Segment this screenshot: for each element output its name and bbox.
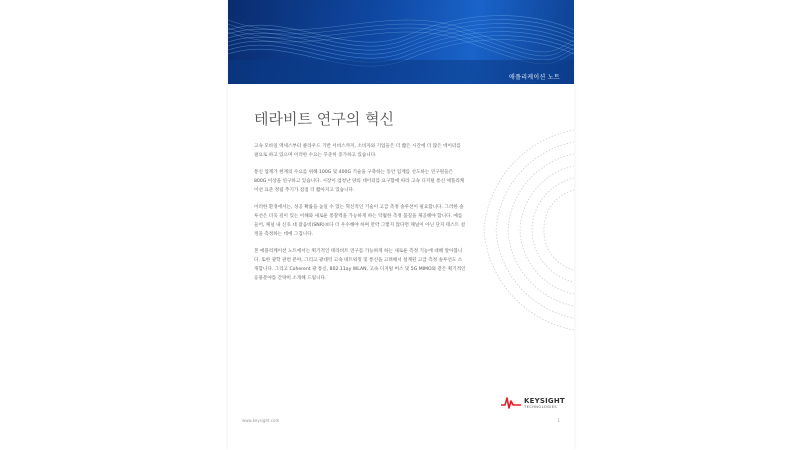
logo-subtitle: TECHNOLOGIES [524, 404, 558, 409]
page-number: 1 [557, 418, 560, 423]
document-type-label: 애플리케이션 노트 [509, 74, 560, 81]
paragraph: 본 애플리케이션 노트에서는 획기적인 테라비트 연구를 가능하게 하는 새로운 측정 기능에 대해 알아봅니다. 또한 광학 관련 분야, 그리고 광대역 고속 네트워킹 및 통신을 고려해서 설계된 고급 측정 솔루션도 소개합니다. 그리고 Coherent 광 통신, 802.11ay WLAN, 고속 디지털 버스 및 5G MIMO와 같은 획기적인 응용분야를 간략히 소개해 드립니다. [254, 249, 466, 281]
paragraph: 이러한 환경에서는, 성공 확률을 높일 수 있는 혁신적인 기술이 고급 측정 솔루션이 필요합니다. 그러한 솔루션은 더욱 깊이 있는 이해와 새로운 통찰력을 가능하게 하는 탁월한 측정 품질을 제공해야 합니다. 예를 들어, 채널 내 신호 대 잡음비(SNR)보다 더 우수해야 하며 만약 그렇지 않다면 채널이 아닌 단지 테스트 설정을 측정하는 데에 그칩니다. [254, 205, 466, 237]
body-text [254, 142, 466, 291]
page-title: 테라비트 연구의 혁신 [254, 110, 394, 128]
document-page [228, 0, 574, 450]
footer-url[interactable]: www.keysight.com [242, 418, 280, 423]
dotted-arc-graphic [464, 120, 574, 340]
logo-name: KEYSIGHT [524, 396, 565, 405]
page-footer [242, 418, 560, 428]
header-banner [228, 0, 574, 84]
paragraph: 통신 업계가 현재의 수요를 위해 100G 및 400G 기술을 구축하는 동안 업계를 선도하는 연구원들은 800G 이상을 연구하고 있습니다. 시장이 엄청난 양의 데이터를 요구함에 따라 고속 디지털 통신 애플리케이션 표준 정립 추기가 점점 더 짧아지고 있습니다. [254, 170, 465, 193]
paragraph: 고속 모바일 액세스부터 클라우드 기반 서비스까지, 소비자와 기업들은 더 짧은 시간에 더 많은 데이터를 필요로 하고 있으며 이러한 수요는 꾸준히 증가하고 있습니다. [254, 144, 461, 158]
keysight-logo [501, 396, 565, 410]
keysight-wave-icon [501, 396, 521, 410]
